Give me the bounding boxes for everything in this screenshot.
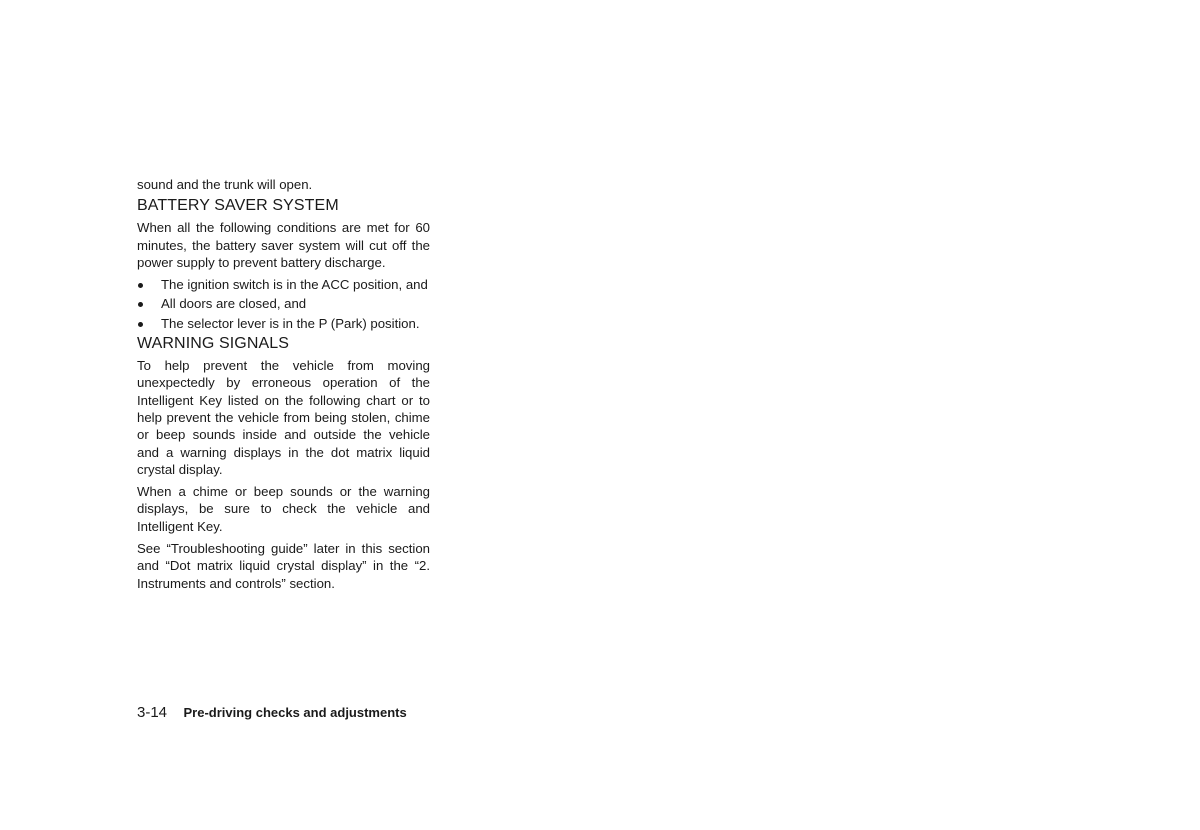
warning-signals-paragraph: When a chime or beep sounds or the warning displays, be sure to check the vehicle and Intelligent Key. bbox=[137, 484, 430, 534]
bullet-icon bbox=[138, 322, 143, 327]
list-item-text: The ignition switch is in the ACC position, and bbox=[161, 277, 428, 293]
bullet-icon bbox=[138, 302, 143, 307]
page-footer bbox=[137, 703, 407, 723]
manual-text-column bbox=[137, 176, 430, 597]
warning-signals-paragraph: See “Troubleshooting guide” later in this section and “Dot matrix liquid crystal display” in the “2. Instruments and controls” section. bbox=[137, 541, 430, 591]
battery-saver-paragraph: When all the following conditions are met for 60 minutes, the battery saver system will cut off the power supply to prevent battery discharge. bbox=[137, 220, 430, 270]
warning-signals-heading: WARNING SIGNALS bbox=[137, 335, 290, 353]
footer-section-title: Pre-driving checks and adjustments bbox=[183, 705, 407, 720]
list-item-text: All doors are closed, and bbox=[161, 296, 307, 312]
warning-signals-paragraph: To help prevent the vehicle from moving unexpectedly by erroneous operation of the Intelligent Key listed on the following chart or to help prevent the vehicle from being stolen, chime or beep sounds inside and outside the vehicle and a warning displays in the dot matrix liquid crystal display. bbox=[137, 358, 430, 477]
list-item bbox=[137, 315, 430, 332]
bullet-icon bbox=[138, 283, 143, 288]
list-item bbox=[137, 295, 430, 312]
list-item bbox=[137, 276, 430, 293]
list-item-text: The selector lever is in the P (Park) position. bbox=[161, 315, 420, 331]
battery-saver-conditions-list bbox=[137, 276, 430, 332]
intro-text: sound and the trunk will open. bbox=[137, 177, 313, 192]
battery-saver-heading: BATTERY SAVER SYSTEM bbox=[137, 197, 339, 215]
page-number: 3-14 bbox=[137, 704, 168, 721]
